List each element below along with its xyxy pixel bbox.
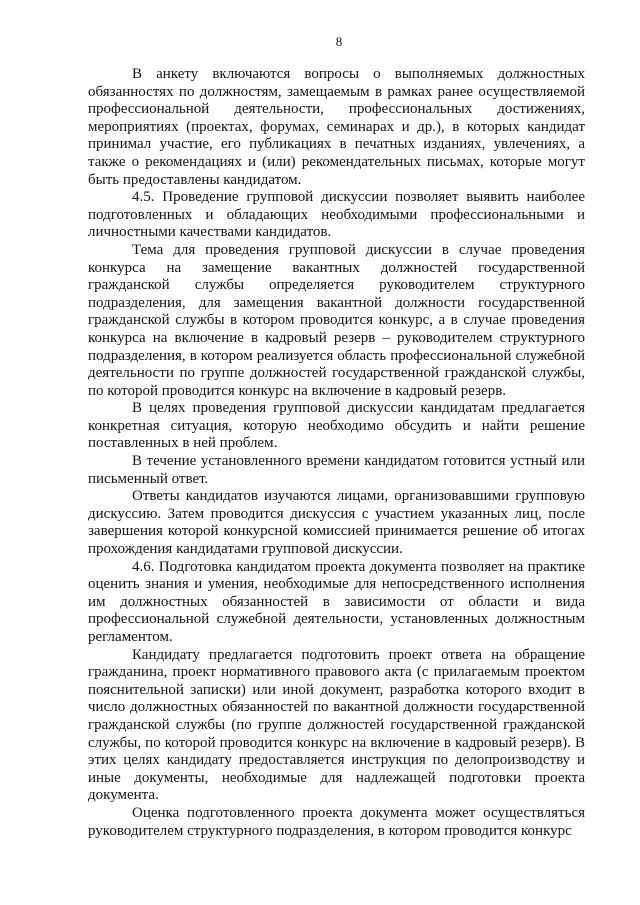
page-number: 8 <box>335 34 343 49</box>
paragraph-4-6-document-draft: 4.6. Подготовка кандидатом проекта документа позволяет на практике оценить знания и умения, необходимые для непосредственного исполнения им должностных обязанностей в зависимости от области и вида профессиональной служебной деятельности, установленных должностным регламентом. <box>88 558 585 645</box>
paragraph-draft-assignment: Кандидату предлагается подготовить проект ответа на обращение гражданина, проект нормативного правового акта (с прилагаемым проектом пояснительной записки) или иной документ, разработка которого входит в число должностных обязанностей по вакантной должности государственной гражданской службы (по группе должностей государственной гражданской службы, по которой проводится конкурс на включение в кадровый резерв). В этих целях кандидату предоставляется инструкция по делопроизводству и иные документы, необходимые для надлежащей подготовки проекта документа. <box>88 646 585 804</box>
paragraph-4-5-group-discussion: 4.5. Проведение групповой дискуссии позволяет выявить наиболее подготовленных и обладающих необходимыми профессиональными и личностными качествами кандидатов. <box>88 189 585 241</box>
paragraph-answers-review: Ответы кандидатов изучаются лицами, организовавшими групповую дискуссию. Затем проводится дискуссия с участием указанных лиц, после завершения которой конкурсной комиссией принимается решение об итогах прохождения кандидатами групповой дискуссии. <box>88 488 585 558</box>
document-body <box>88 66 585 840</box>
paragraph-draft-evaluation: Оценка подготовленного проекта документа может осуществляться руководителем структурного подразделения, в котором проводится конкурс <box>88 804 585 839</box>
paragraph-questionnaire: В анкету включаются вопросы о выполняемых должностных обязанностях по должностям, замещаемым в рамках ранее осуществляемой профессиональной деятельности, профессиональных достижениях, мероприятиях (проектах, форумах, семинарах и др.), в которых кандидат принимал участие, его публикациях в печатных изданиях, увлечениях, а также о рекомендациях и (или) рекомендательных письмах, которые могут быть предоставлены кандидатом. <box>88 66 585 188</box>
paragraph-discussion-topic: Тема для проведения групповой дискуссии в случае проведения конкурса на замещение вакантных должностей государственной гражданской службы определяется руководителем структурного подразделения, для замещения вакантной должности государственной гражданской службы в котором проводится конкурс, а в случае проведения конкурса на включение в кадровый резерв – руководителем структурного подразделения, в котором реализуется область профессиональной служебной деятельности по группе должностей государственной гражданской службы, по которой проводится конкурс на включение в кадровый резерв. <box>88 241 585 399</box>
paragraph-answer-preparation: В течение установленного времени кандидатом готовится устный или письменный ответ. <box>88 453 585 487</box>
paragraph-discussion-situation: В целях проведения групповой дискуссии кандидатам предлагается конкретная ситуация, которую необходимо обсудить и найти решение поставленных в ней проблем. <box>88 400 585 452</box>
